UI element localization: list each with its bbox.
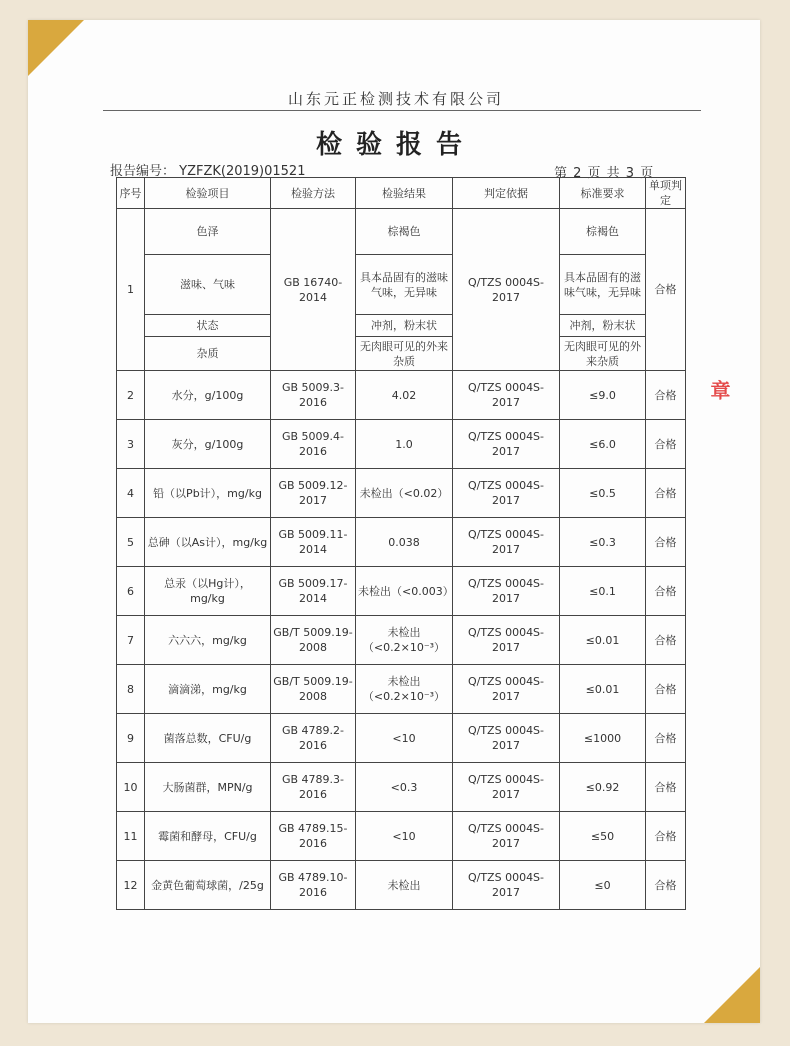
- table-header-row: [117, 178, 686, 209]
- cell-req: ≤6.0: [560, 420, 646, 469]
- table-row: [117, 665, 686, 714]
- cell-verdict: 合格: [646, 763, 686, 812]
- cell-verdict: 合格: [646, 665, 686, 714]
- cell-seq: 10: [117, 763, 145, 812]
- cell-verdict: 合格: [646, 420, 686, 469]
- cell-seq: 7: [117, 616, 145, 665]
- group1-result: 无肉眼可见的外来杂质: [356, 337, 453, 371]
- cell-basis: Q/TZS 0004S-2017: [453, 616, 560, 665]
- cell-basis: Q/TZS 0004S-2017: [453, 665, 560, 714]
- cell-result: 1.0: [356, 420, 453, 469]
- cell-req: ≤0.01: [560, 665, 646, 714]
- cell-result: 未检出（<0.003）: [356, 567, 453, 616]
- cell-method: GB 5009.12-2017: [271, 469, 356, 518]
- header-basis: 判定依据: [453, 178, 560, 209]
- cell-item: 水分，g/100g: [145, 371, 271, 420]
- cell-req: ≤0.01: [560, 616, 646, 665]
- group1-seq: 1: [117, 209, 145, 371]
- group1-item: 滋味、气味: [145, 255, 271, 315]
- cell-verdict: 合格: [646, 714, 686, 763]
- cell-method: GB 5009.11-2014: [271, 518, 356, 567]
- cell-seq: 12: [117, 861, 145, 910]
- cell-seq: 2: [117, 371, 145, 420]
- group1-result: 冲剂，粉末状: [356, 315, 453, 337]
- corner-decoration-top-left: [28, 20, 84, 76]
- group1-verdict: 合格: [646, 209, 686, 371]
- cell-req: ≤1000: [560, 714, 646, 763]
- cell-method: GB/T 5009.19-2008: [271, 665, 356, 714]
- report-title: 检验报告: [315, 130, 476, 160]
- cell-req: ≤9.0: [560, 371, 646, 420]
- cell-result: 0.038: [356, 518, 453, 567]
- table-row: [117, 420, 686, 469]
- cell-verdict: 合格: [646, 616, 686, 665]
- group1-basis: Q/TZS 0004S-2017: [453, 209, 560, 371]
- cell-method: GB/T 5009.19-2008: [271, 616, 356, 665]
- cell-basis: Q/TZS 0004S-2017: [453, 567, 560, 616]
- cell-method: GB 5009.3-2016: [271, 371, 356, 420]
- group1-req: 具本品固有的滋味气味，无异味: [560, 255, 646, 315]
- company-name: 山东元正检测技术有限公司: [287, 90, 504, 108]
- cell-method: GB 5009.4-2016: [271, 420, 356, 469]
- cell-result: 4.02: [356, 371, 453, 420]
- cell-method: GB 5009.17-2014: [271, 567, 356, 616]
- table-row: [117, 616, 686, 665]
- cell-basis: Q/TZS 0004S-2017: [453, 812, 560, 861]
- cell-item: 六六六，mg/kg: [145, 616, 271, 665]
- cell-req: ≤50: [560, 812, 646, 861]
- cell-item: 霉菌和酵母，CFU/g: [145, 812, 271, 861]
- corner-decoration-bottom-right: [704, 967, 760, 1023]
- cell-seq: 11: [117, 812, 145, 861]
- cell-method: GB 4789.10-2016: [271, 861, 356, 910]
- cell-basis: Q/TZS 0004S-2017: [453, 861, 560, 910]
- table-row: [117, 315, 686, 337]
- group1-result: 棕褐色: [356, 209, 453, 255]
- table-row: [117, 469, 686, 518]
- cell-item: 铅（以Pb计），mg/kg: [145, 469, 271, 518]
- table-row: [117, 861, 686, 910]
- cell-basis: Q/TZS 0004S-2017: [453, 420, 560, 469]
- cell-item: 灰分，g/100g: [145, 420, 271, 469]
- cell-seq: 3: [117, 420, 145, 469]
- group1-req: 无肉眼可见的外来杂质: [560, 337, 646, 371]
- group1-item: 状态: [145, 315, 271, 337]
- table-row: [117, 209, 686, 255]
- cell-basis: Q/TZS 0004S-2017: [453, 371, 560, 420]
- cell-result: <10: [356, 714, 453, 763]
- table-row: [117, 518, 686, 567]
- cell-verdict: 合格: [646, 518, 686, 567]
- table-row: [117, 714, 686, 763]
- cell-basis: Q/TZS 0004S-2017: [453, 518, 560, 567]
- cell-verdict: 合格: [646, 861, 686, 910]
- cell-result: <0.3: [356, 763, 453, 812]
- report-number: 报告编号： YZFZK(2019)01521: [110, 164, 306, 179]
- cell-item: 金黄色葡萄球菌，/25g: [145, 861, 271, 910]
- cell-verdict: 合格: [646, 567, 686, 616]
- table-row: [117, 567, 686, 616]
- cell-method: GB 4789.2-2016: [271, 714, 356, 763]
- table-row: [117, 255, 686, 315]
- cell-seq: 4: [117, 469, 145, 518]
- cell-item: 总汞（以Hg计），mg/kg: [145, 567, 271, 616]
- cell-item: 大肠菌群，MPN/g: [145, 763, 271, 812]
- header-requirement: 标准要求: [560, 178, 646, 209]
- group1-result: 具本品固有的滋味气味，无异味: [356, 255, 453, 315]
- cell-item: 菌落总数，CFU/g: [145, 714, 271, 763]
- cell-verdict: 合格: [646, 812, 686, 861]
- cell-verdict: 合格: [646, 469, 686, 518]
- header-method: 检验方法: [271, 178, 356, 209]
- header-result: 检验结果: [356, 178, 453, 209]
- cell-seq: 6: [117, 567, 145, 616]
- group1-req: 冲剂，粉末状: [560, 315, 646, 337]
- table-row: [117, 337, 686, 371]
- group1-item: 杂质: [145, 337, 271, 371]
- red-stamp-fragment: 章: [707, 380, 731, 400]
- cell-req: ≤0: [560, 861, 646, 910]
- group1-method: GB 16740-2014: [271, 209, 356, 371]
- table-row: [117, 812, 686, 861]
- cell-verdict: 合格: [646, 371, 686, 420]
- cell-basis: Q/TZS 0004S-2017: [453, 714, 560, 763]
- cell-result: 未检出（<0.2×10⁻³）: [356, 665, 453, 714]
- cell-seq: 8: [117, 665, 145, 714]
- cell-method: GB 4789.3-2016: [271, 763, 356, 812]
- table-row: [117, 371, 686, 420]
- cell-req: ≤0.3: [560, 518, 646, 567]
- cell-seq: 9: [117, 714, 145, 763]
- data-rows: [117, 371, 686, 910]
- group1-req: 棕褐色: [560, 209, 646, 255]
- page-info: 第 2 页 共 3 页: [554, 166, 655, 181]
- group1-item: 色泽: [145, 209, 271, 255]
- cell-basis: Q/TZS 0004S-2017: [453, 763, 560, 812]
- cell-result: 未检出: [356, 861, 453, 910]
- cell-req: ≤0.1: [560, 567, 646, 616]
- header-item: 检验项目: [145, 178, 271, 209]
- header-verdict: 单项判定: [646, 178, 686, 209]
- header-seq: 序号: [117, 178, 145, 209]
- cell-req: ≤0.5: [560, 469, 646, 518]
- cell-result: 未检出（<0.2×10⁻³）: [356, 616, 453, 665]
- cell-item: 总砷（以As计），mg/kg: [145, 518, 271, 567]
- cell-seq: 5: [117, 518, 145, 567]
- cell-result: <10: [356, 812, 453, 861]
- cell-req: ≤0.92: [560, 763, 646, 812]
- cell-item: 滴滴涕，mg/kg: [145, 665, 271, 714]
- table-row: [117, 763, 686, 812]
- header-rule: [103, 110, 701, 111]
- cell-method: GB 4789.15-2016: [271, 812, 356, 861]
- cell-result: 未检出（<0.02）: [356, 469, 453, 518]
- results-table: [116, 177, 686, 910]
- cell-basis: Q/TZS 0004S-2017: [453, 469, 560, 518]
